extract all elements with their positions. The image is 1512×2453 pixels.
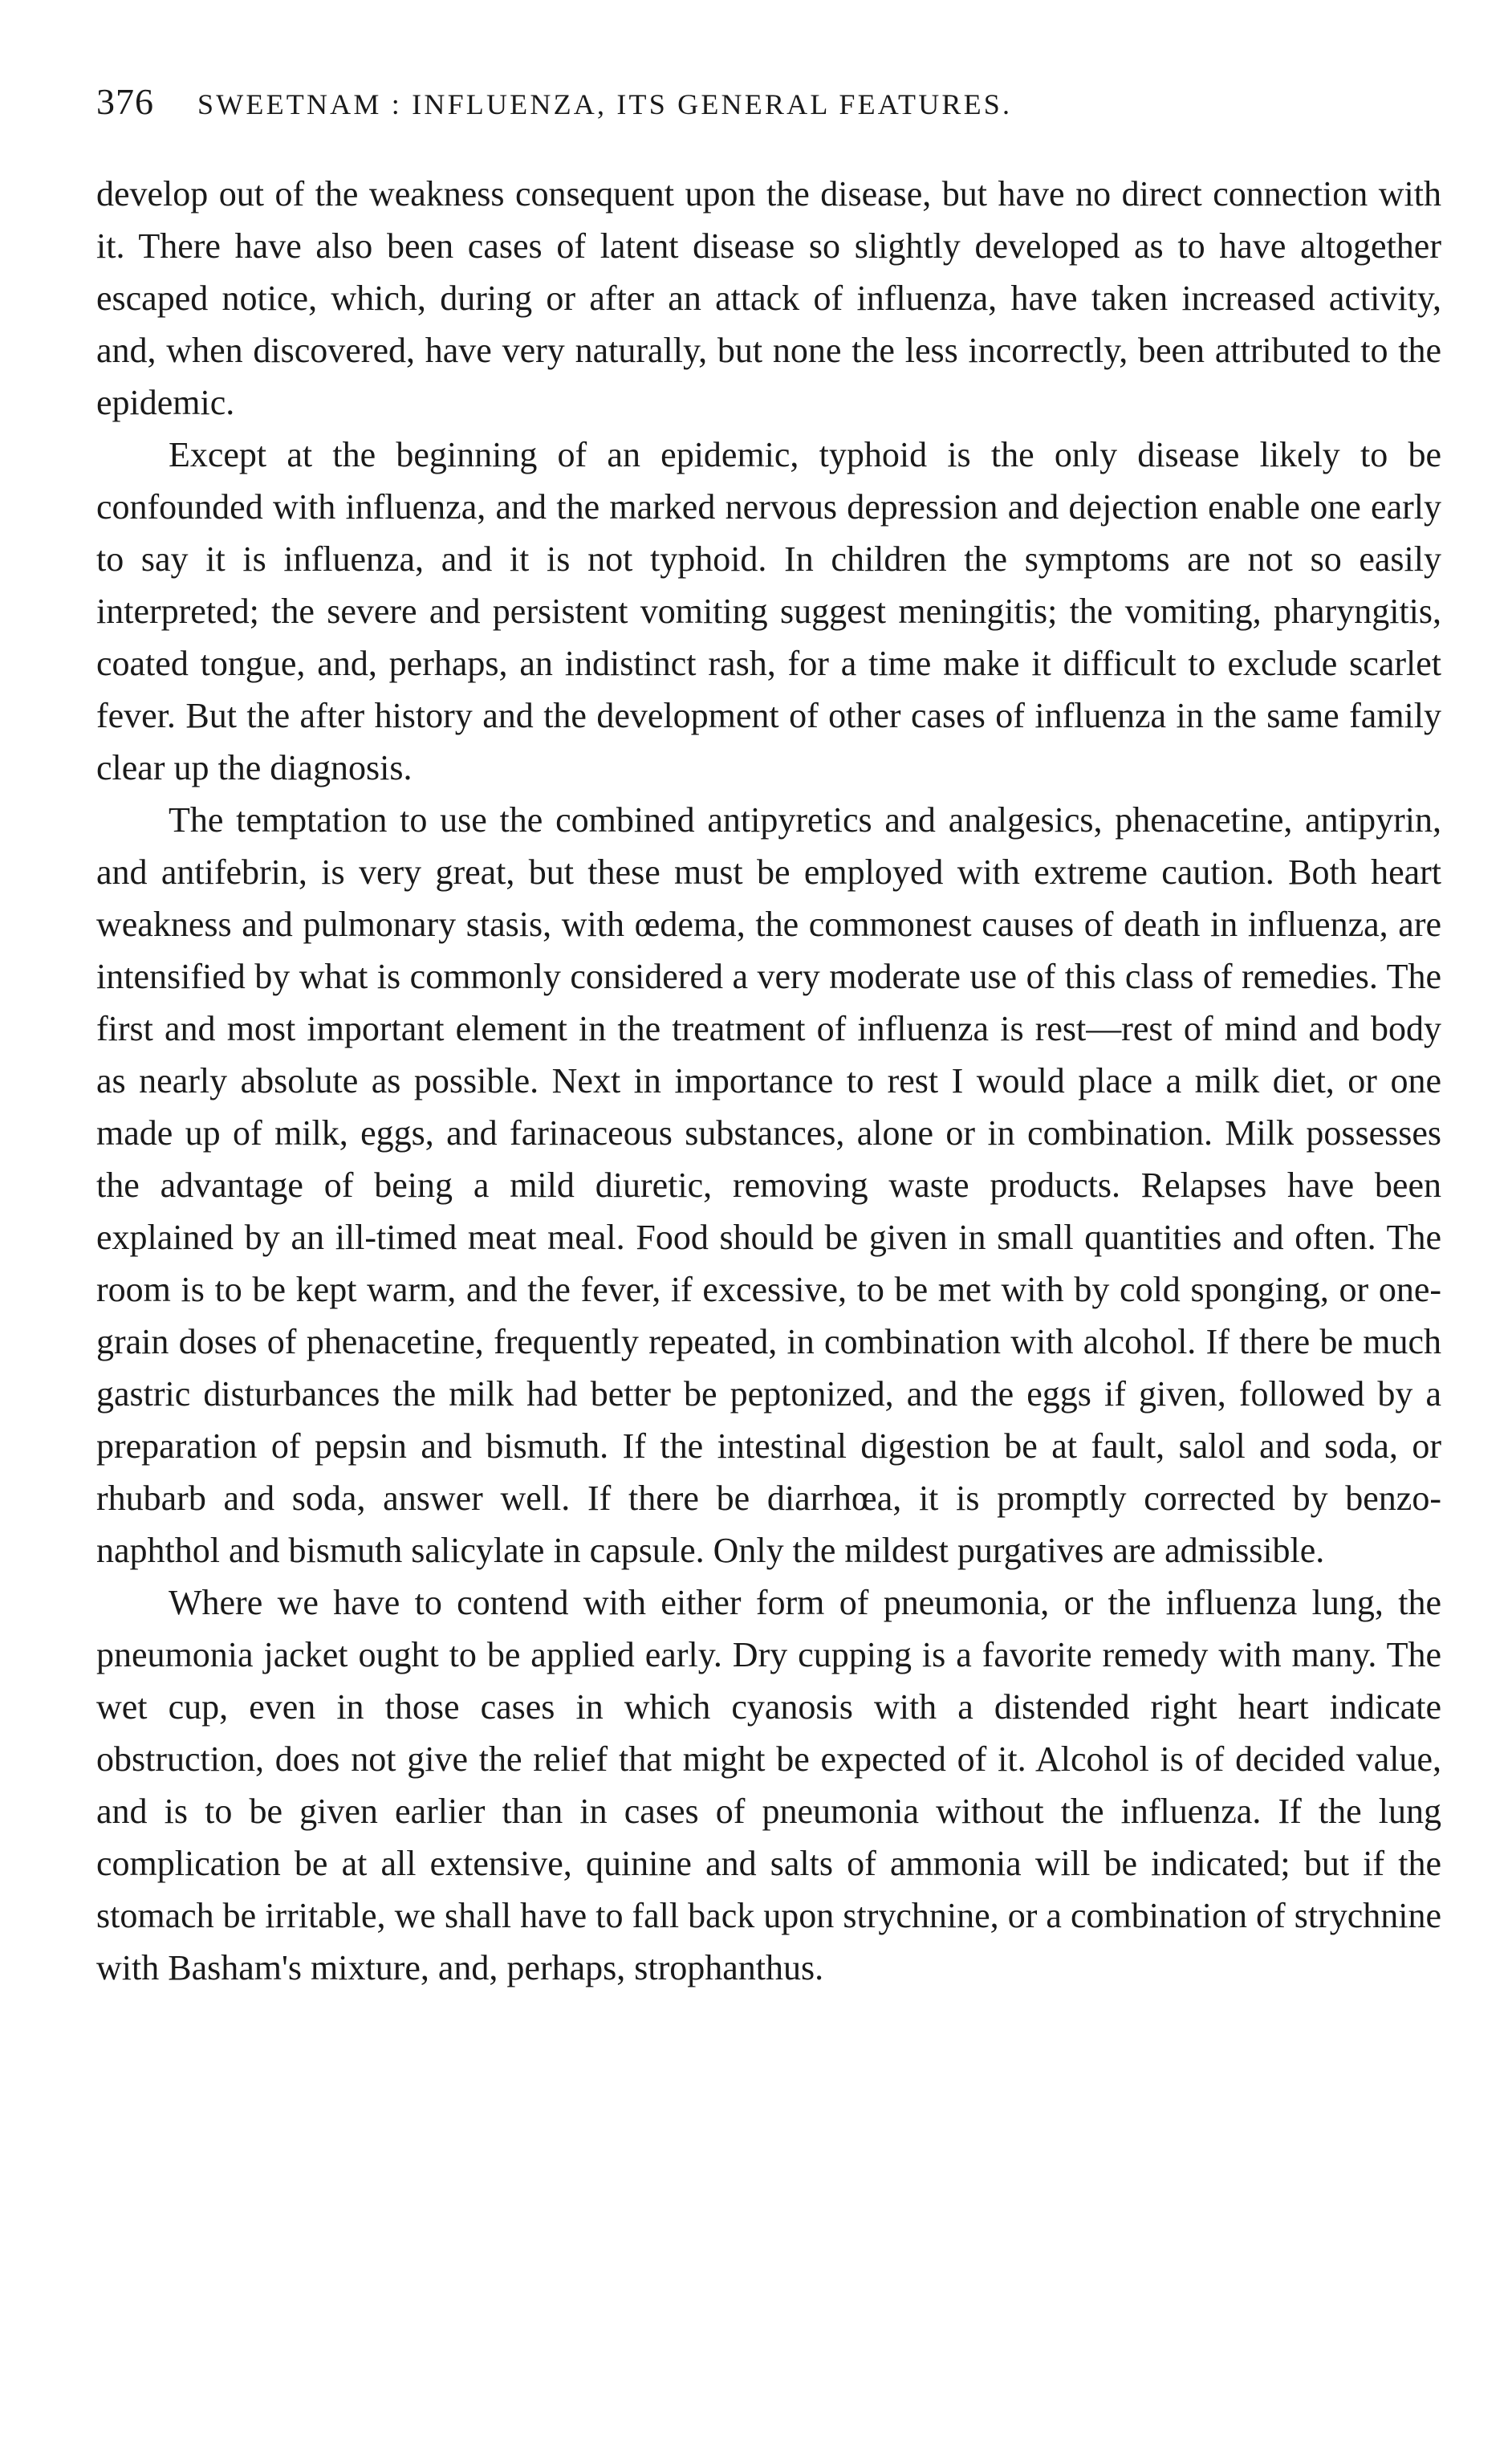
- body-text: [96, 168, 1441, 1994]
- paragraph-continued: develop out of the weakness consequent upon the disease, but have no direct connection with it. There have also been cases of latent disease so slightly developed as to have altogether escaped notice, which, during or after an attack of influenza, have taken increased activity, and, when discovered, have very naturally, but none the less incorrectly, been attributed to the epidemic.: [96, 174, 1441, 422]
- paragraph-pneumonia: Where we have to contend with either form of pneumonia, or the influenza lung, the pneumonia jacket ought to be applied early. Dry cupping is a favorite remedy with many. The wet cup, even in those cases in which cyanosis with a distended right heart indicate obstruction, does not give the relief that might be expected of it. Alcohol is of decided value, and is to be given earlier than in cases of pneumonia without the influenza. If the lung complication be at all extensive, quinine and salts of ammonia will be indicated; but if the stomach be irritable, we shall have to fall back upon strychnine, or a combination of strychnine with Basham's mixture, and, perhaps, strophanthus.: [96, 1583, 1441, 1987]
- paragraph-treatment: The temptation to use the combined antipyretics and analgesics, phenacetine, antipyrin, and antifebrin, is very great, but these must be employed with extreme caution. Both heart weakness and pulmonary stasis, with œdema, the commonest causes of death in influenza, are intensified by what is commonly considered a very moderate use of this class of remedies. The first and most important element in the treatment of influenza is rest—rest of mind and body as nearly absolute as possible. Next in importance to rest I would place a milk diet, or one made up of milk, eggs, and farinaceous substances, alone or in combination. Milk possesses the advantage of being a mild diuretic, removing waste products. Relapses have been explained by an ill-timed meat meal. Food should be given in small quantities and often. The room is to be kept warm, and the fever, if excessive, to be met with by cold sponging, or one-grain doses of phenacetine, frequently repeated, in combination with alcohol. If there be much gastric disturbances the milk had better be peptonized, and the eggs if given, followed by a preparation of pepsin and bismuth. If the intestinal digestion be at fault, salol and soda, or rhubarb and soda, answer well. If there be diarrhœa, it is promptly corrected by benzo-naphthol and bismuth salicylate in capsule. Only the mildest purgatives are admissible.: [96, 800, 1441, 1570]
- running-head: [96, 80, 1441, 123]
- book-page: [96, 80, 1441, 1994]
- page-number: 376: [96, 81, 154, 122]
- paragraph-diagnosis: Except at the beginning of an epidemic, typhoid is the only disease likely to be confounded with influenza, and the marked nervous depression and dejection enable one early to say it is influenza, and it is not typhoid. In children the symptoms are not so easily interpreted; the severe and persistent vomiting suggest meningitis; the vomiting, pharyngitis, coated tongue, and, perhaps, an indistinct rash, for a time make it difficult to exclude scarlet fever. But the after history and the development of other cases of influenza in the same family clear up the diagnosis.: [96, 435, 1441, 787]
- running-title: SWEETNAM : INFLUENZA, ITS GENERAL FEATURES.: [197, 88, 1013, 120]
